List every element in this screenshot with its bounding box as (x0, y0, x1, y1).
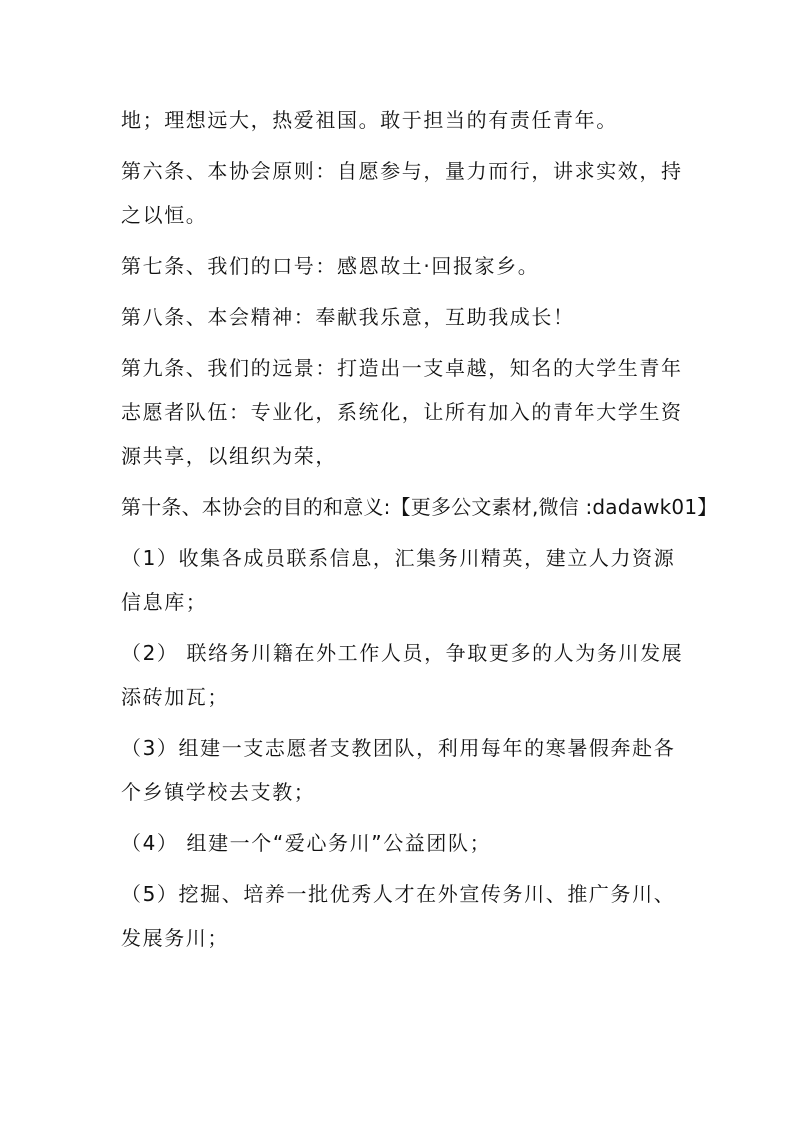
text-line: 第九条、我们的远景：打造出一支卓越，知名的大学生青年 (121, 356, 683, 380)
paragraph-article-8 (121, 295, 681, 339)
paragraph-article-6 (121, 149, 681, 237)
text-line: 发展务川； (121, 926, 229, 950)
list-item-5 (121, 872, 681, 960)
text-line: （5）挖掘、培养一批优秀人才在外宣传务川、推广务川、 (121, 882, 676, 906)
text-line: 个乡镇学校去支教； (121, 780, 316, 804)
text-line: 源共享，以组织为荣， (121, 444, 337, 468)
paragraph-article-7 (121, 244, 681, 288)
list-item-4 (121, 821, 681, 865)
text-line: （2） 联络务川籍在外工作人员，争取更多的人为务川发展 (121, 641, 684, 665)
text-line: 志愿者队伍：专业化，系统化，让所有加入的青年大学生资 (121, 400, 683, 424)
text-line: （1）收集各成员联系信息，汇集务川精英，建立人力资源 (121, 546, 676, 570)
text-line: 第六条、本协会原则：自愿参与，量力而行，讲求实效，持 (121, 159, 683, 183)
paragraph-article-10 (121, 485, 718, 529)
list-item-1 (121, 536, 681, 624)
text-line: 之以恒。 (121, 203, 208, 227)
list-item-2 (121, 631, 684, 719)
paragraph-article-9 (121, 346, 681, 478)
paragraph-ideal (121, 98, 681, 142)
text-line: 信息库； (121, 590, 208, 614)
text-line: 第八条、本会精神：奉献我乐意，互助我成长！ (121, 305, 575, 329)
text-line: （4） 组建一个“爱心务川”公益团队； (121, 831, 492, 855)
text-line: 添砖加瓦； (121, 685, 229, 709)
document-body (121, 98, 718, 960)
text-line: 第七条、我们的口号：感恩故土·回报家乡。 (121, 254, 540, 278)
list-item-3 (121, 726, 681, 814)
text-line: （3）组建一支志愿者支教团队，利用每年的寒暑假奔赴各 (121, 736, 676, 760)
text-line: 地；理想远大，热爱祖国。敢于担当的有责任青年。 (121, 108, 618, 132)
text-line: 第十条、本协会的目的和意义:【更多公文素材,微信 :dadawk01】 (121, 495, 718, 519)
